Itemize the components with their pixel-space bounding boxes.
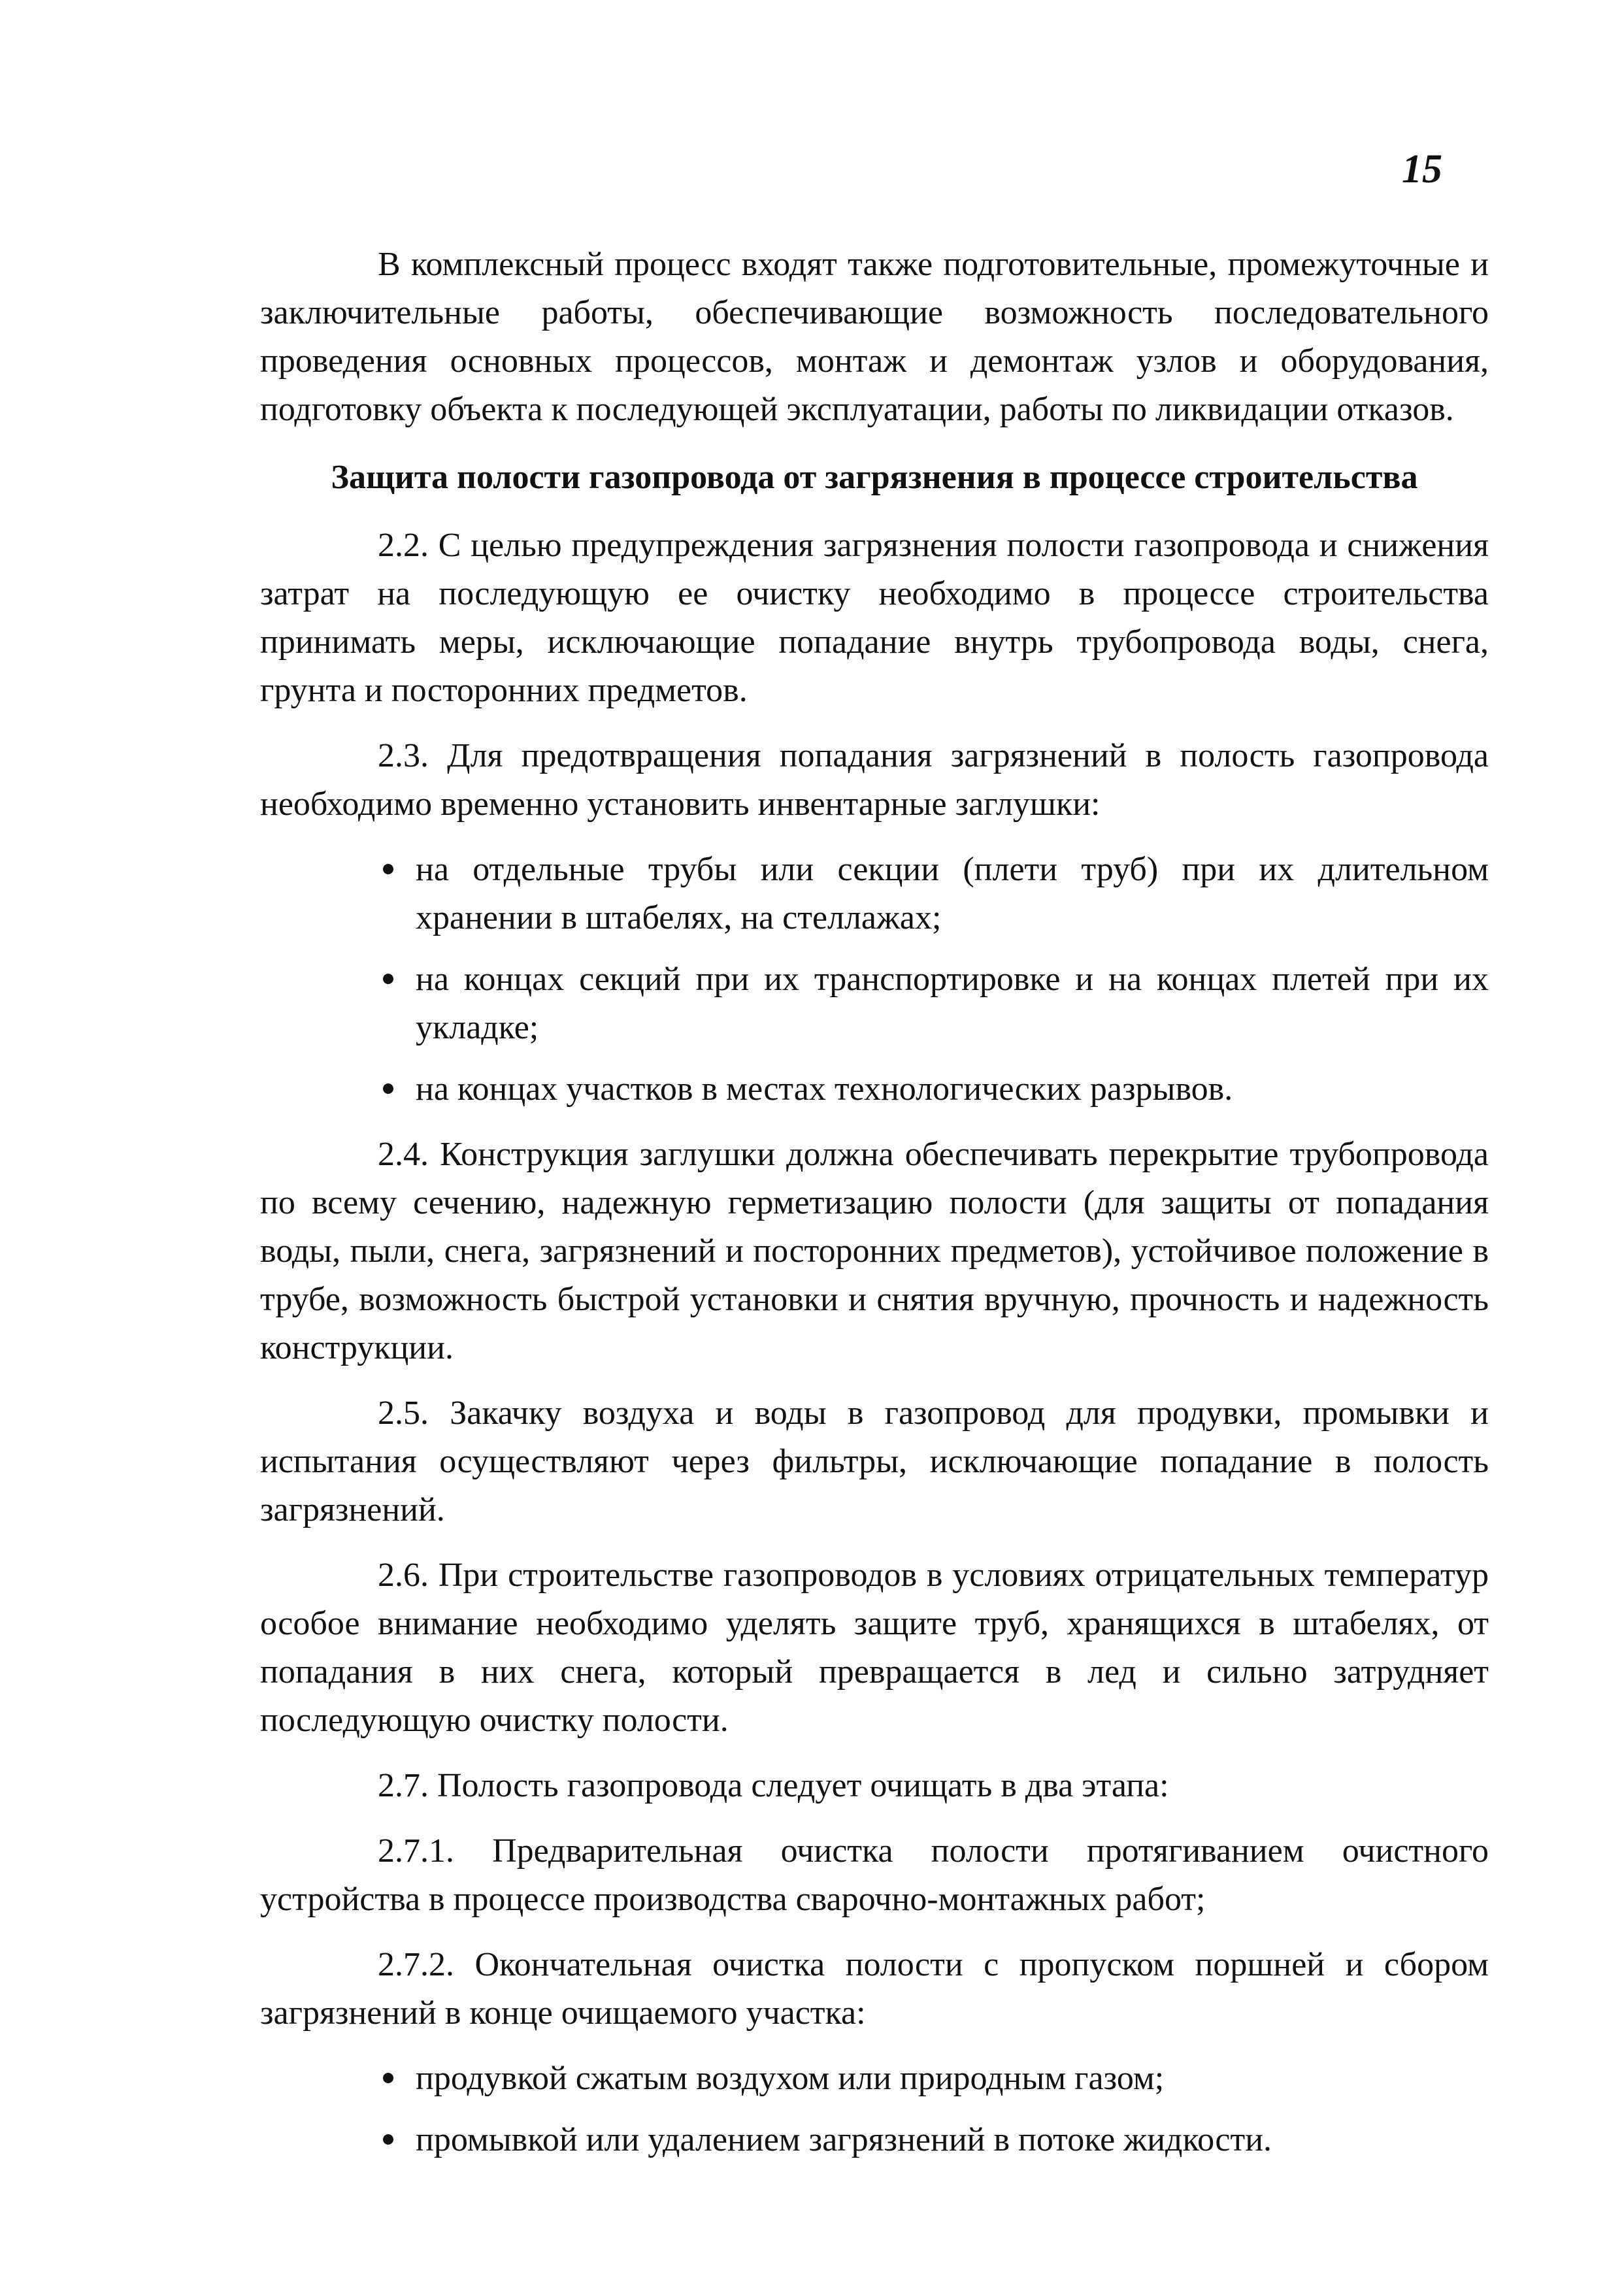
page-number: 15 (1402, 147, 1442, 191)
list-item-text: продувкой сжатым воздухом или природным газом; (416, 2060, 1165, 2097)
final-cleaning-methods-list (260, 2054, 1489, 2164)
bullet-icon (383, 2073, 393, 2083)
paragraph-2-2: 2.2. С целью предупреждения загрязнения полости газопровода и снижения затрат на последующую ее очистку необходимо в процессе строительства принимать меры, исключающие попадание внутрь трубопровода воды, снега, грунта и посторонних предметов. (260, 527, 1489, 709)
list-item-text: промывкой или удалением загрязнений в потоке жидкости. (416, 2121, 1272, 2158)
list-item (260, 2054, 1489, 2103)
plug-installation-list (260, 846, 1489, 1114)
paragraph-2-4: 2.4. Конструкция заглушки должна обеспечивать перекрытие трубопровода по всему сечению, надежную герметизацию полости (для защиты от попадания воды, пыли, снега, загрязнений и посторонних предметов), устойчивое положение в трубе, возможность быстрой установки и снятия вручную, прочность и надежность конструкции. (260, 1136, 1489, 1366)
list-item-text: на отдельные трубы или секции (плети труб) при их длительном хранении в штабелях, на стеллажах; (416, 851, 1489, 936)
paragraph-2-7-2: 2.7.2. Окончательная очистка полости с пропуском поршней и сбором загрязнений в конце очищаемого участка: (260, 1946, 1489, 2032)
bullet-icon (383, 864, 393, 874)
list-item-text: на концах секций при их транспортировке и на концах плетей при их укладке; (416, 961, 1489, 1046)
bullet-icon (383, 974, 393, 984)
section-heading: Защита полости газопровода от загрязнения в процессе строительства (331, 459, 1418, 496)
paragraph-2-7-1: 2.7.1. Предварительная очистка полости протягиванием очистного устройства в процессе производства сварочно-монтажных работ; (260, 1832, 1489, 1918)
bullet-icon (383, 1083, 393, 1094)
bullet-icon (383, 2134, 393, 2145)
list-item (260, 2116, 1489, 2164)
paragraph-2-6: 2.6. При строительстве газопроводов в условиях отрицательных температур особое внимание необходимо уделять защите труб, хранящихся в штабелях, от попадания в них снега, который превращается в лед и сильно затрудняет последующую очистку полости. (260, 1557, 1489, 1739)
list-item (260, 1065, 1489, 1114)
paragraph-2-5: 2.5. Закачку воздуха и воды в газопровод для продувки, промывки и испытания осуществляют через фильтры, исключающие попадание в полость загрязнений. (260, 1394, 1489, 1528)
document-body (260, 240, 1489, 2181)
intro-paragraph: В комплексный процесс входят также подготовительные, промежуточные и заключительные работы, обеспечивающие возможность последовательного проведения основных процессов, монтаж и демонтаж узлов и оборудования, подготовку объекта к последующей эксплуатации, работы по ликвидации отказов. (260, 246, 1489, 428)
paragraph-2-3: 2.3. Для предотвращения попадания загрязнений в полость газопровода необходимо временно установить инвентарные заглушки: (260, 737, 1489, 823)
list-item-text: на концах участков в местах технологических разрывов. (416, 1070, 1233, 1108)
paragraph-2-7: 2.7. Полость газопровода следует очищать в два этапа: (378, 1767, 1169, 1804)
list-item (260, 846, 1489, 942)
list-item (260, 955, 1489, 1052)
